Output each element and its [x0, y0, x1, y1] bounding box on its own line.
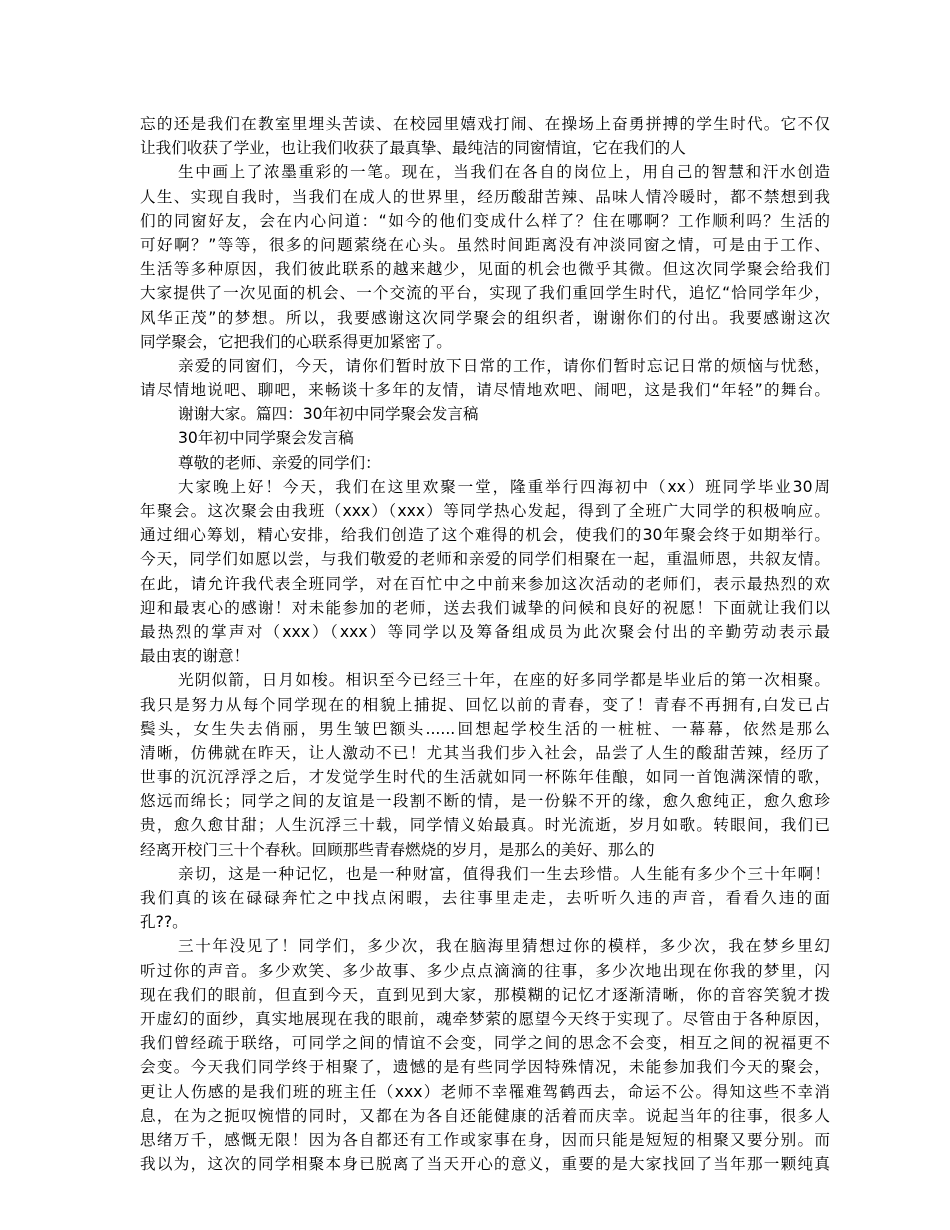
text-line: 世事的沉沉浮浮之后，才发觉学生时代的生活就如同一杯陈年佳酿，如同一首饱满深情的歌，: [140, 768, 830, 787]
text-line: 同学聚会，它把我们的心联系得更加紧密了。: [140, 332, 452, 351]
text-line: 息，在为之扼叹惋惜的同时，又都在为各自还能健康的活着而庆幸。说起当年的往事，很多人: [140, 1106, 830, 1125]
text-line: 听过你的声音。多少欢笑、多少故事、多少点点滴滴的往事，多少次地出现在你我的梦里，闪: [140, 961, 830, 980]
text-line: 可好啊？”等等，很多的问题萦绕在心头。虽然时间距离没有冲淡同窗之情，可是由于工作、: [140, 235, 830, 254]
text-line: 思绪万千，感慨无限！因为各自都还有工作或家事在身，因而只能是短短的相聚又要分别。而: [140, 1130, 830, 1149]
text-line: 谢谢大家。篇四：30年初中同学聚会发言稿: [178, 405, 479, 424]
text-line: 在此，请允许我代表全班同学，对在百忙中之中前来参加这次活动的老师们，表示最热烈的欢: [140, 574, 830, 593]
text-line: 今天，同学们如愿以尝，与我们敬爱的老师和亲爱的同学们相聚在一起，重温师恩，共叙友情。: [140, 550, 830, 569]
text-line: 会变。今天我们同学终于相聚了，遗憾的是有些同学因特殊情况，未能参加我们今天的聚会，: [140, 1058, 830, 1077]
text-line: 忘的还是我们在教室里埋头苦读、在校园里嬉戏打闹、在操场上奋勇拼搏的学生时代。它不仅: [140, 115, 830, 133]
text-line: 现在我们的眼前，但直到今天，直到见到大家，那模糊的记忆才逐渐清晰，你的音容笑貌才拨: [140, 985, 830, 1004]
text-line: 我们真的该在碌碌奔忙之中找点闲暇，去往事里走走，去听听久违的声音，看看久违的面: [140, 889, 830, 907]
text-line: 让我们收获了学业，也让我们收获了最真挚、最纯洁的同窗情谊，它在我们的人: [140, 139, 686, 158]
text-line: 悠远而绵长；同学之间的友谊是一段割不断的情，是一份躲不开的缘，愈久愈纯正，愈久愈珍: [140, 792, 830, 811]
text-line: 风华正茂”的梦想。所以，我要感谢这次同学聚会的组织者，谢谢你们的付出。我要感谢这次: [140, 308, 830, 327]
text-line: 生活等多种原因，我们彼此联系的越来越少，见面的机会也微乎其微。但这次同学聚会给我们: [140, 260, 830, 279]
text-line: 通过细心筹划，精心安排，给我们创造了这个难得的机会，使我们的30年聚会终于如期举行。: [140, 526, 830, 545]
text-line: 尊敬的老师、亲爱的同学们：: [178, 453, 381, 472]
text-line: 们的同窗好友，会在内心问道：“如今的他们变成什么样了？住在哪啊？工作顺利吗？生活的: [140, 211, 830, 230]
text-line: 最热烈的掌声对（xxx）（xxx）等同学以及筹备组成员为此次聚会付出的辛勤劳动表示最: [140, 622, 830, 641]
text-line: 鬓头，女生失去俏丽，男生皱巴额头......回想起学校生活的一桩桩、一幕幕，依然是那么: [140, 719, 830, 738]
text-line: 光阴似箭，日月如梭。相识至今已经三十年，在座的好多同学都是毕业后的第一次相聚。: [178, 671, 830, 690]
text-line: 大家晚上好！今天，我们在这里欢聚一堂，隆重举行四海初中（xx）班同学毕业30周: [178, 477, 830, 496]
text-line: 亲切，这是一种记忆，也是一种财富，值得我们一生去珍惜。人生能有多少个三十年啊！: [178, 864, 830, 883]
text-line: 迎和最衷心的感谢！对未能参加的老师，送去我们诚挚的问候和良好的祝愿！下面就让我们以: [140, 598, 830, 617]
text-line: 更让人伤感的是我们班的班主任（xxx）老师不幸罹难驾鹤西去，命运不公。得知这些不幸消: [140, 1082, 830, 1101]
text-line: 孔??。: [140, 913, 188, 932]
text-line: 贵，愈久愈甘甜；人生沉浮三十载，同学情义始最真。时光流逝，岁月如歌。转眼间，我们已: [140, 816, 830, 835]
text-line: 大家提供了一次见面的机会、一个交流的平台，实现了我们重回学生时代，追忆“恰同学年少，: [140, 284, 830, 303]
text-line: 人生、实现自我时，当我们在成人的世界里，经历酸甜苦辣、品味人情冷暖时，都不禁想到我: [140, 187, 830, 206]
text-line: 经离开校门三十个春秋。回顾那些青春燃烧的岁月，是那么的美好、那么的: [140, 840, 655, 859]
document-page: [140, 112, 830, 1176]
text-line: 我以为，这次的同学相聚本身已脱离了当天开心的意义，重要的是大家找回了当年那一颗纯真: [140, 1155, 830, 1174]
text-line: 年聚会。这次聚会由我班（xxx）（xxx）等同学热心发起，得到了全班广大同学的积极响应。: [140, 502, 830, 520]
text-line: 我们曾经疏于联络，可同学之间的情谊不会变，同学之间的思念不会变，相互之间的祝福更不: [140, 1034, 830, 1053]
text-line: 生中画上了浓墨重彩的一笔。现在，当我们在各自的岗位上，用自己的智慧和汗水创造: [178, 163, 830, 182]
text-line: 请尽情地说吧、聊吧，来畅谈十多年的友情，请尽情地欢吧、闹吧，这是我们“年轻”的舞台。: [140, 381, 830, 400]
text-line: 三十年没见了！同学们，多少次，我在脑海里猜想过你的模样，多少次，我在梦乡里幻: [178, 937, 830, 956]
text-line: 亲爱的同窗们，今天，请你们暂时放下日常的工作，请你们暂时忘记日常的烦恼与忧愁，: [178, 356, 830, 375]
text-line: 开虚幻的面纱，真实地展现在我的眼前，魂牵梦萦的愿望今天终于实现了。尽管由于各种原因，: [140, 1009, 830, 1028]
text-line: 30年初中同学聚会发言稿: [178, 429, 354, 448]
text-line: 我只是努力从每个同学现在的相貌上捕捉、回忆以前的青春，变了！青春不再拥有,白发已占: [140, 695, 830, 714]
text-line: 最由衷的谢意！: [140, 647, 250, 666]
text-line: 清晰，仿佛就在昨天，让人激动不已！尤其当我们步入社会，品尝了人生的酸甜苦辣，经历了: [140, 743, 830, 762]
